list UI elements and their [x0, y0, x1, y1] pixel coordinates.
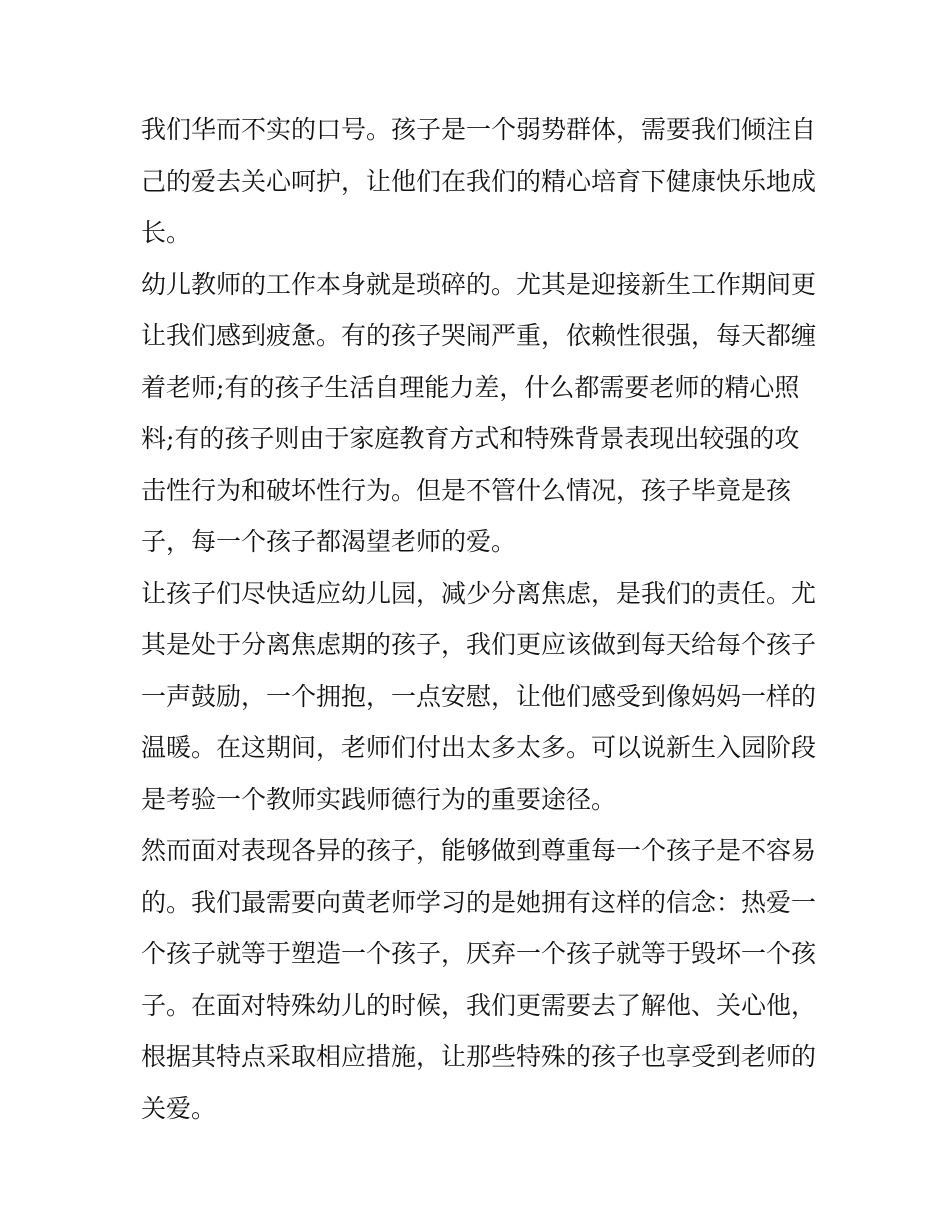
text-line: 一声鼓励，一个拥抱，一点安慰，让他们感受到像妈妈一样的	[141, 681, 817, 711]
text-line: 料;有的孩子则由于家庭教育方式和特殊背景表现出较强的攻	[141, 424, 800, 453]
text-line: 子。在面对特殊幼儿的时候，我们更需要去了解他、关心他，	[141, 990, 817, 1020]
text-line: 是考验一个教师实践师德行为的重要途径。	[141, 784, 617, 814]
text-line: 温暖。在这期间，老师们付出太多太多。可以说新生入园阶段	[141, 733, 817, 762]
text-line: 然而面对表现各异的孩子，能够做到尊重每一个孩子是不容易	[141, 836, 817, 865]
text-line: 其是处于分离焦虑期的孩子，我们更应该做到每天给每个孩子	[141, 630, 817, 659]
text-line: 击性行为和破坏性行为。但是不管什么情况，孩子毕竟是孩	[141, 475, 792, 505]
text-line: 根据其特点采取相应措施，让那些特殊的孩子也享受到老师的	[141, 1042, 817, 1071]
text-line: 幼儿教师的工作本身就是琐碎的。尤其是迎接新生工作期间更	[141, 269, 817, 299]
text-line: 让我们感到疲惫。有的孩子哭闹严重，依赖性很强，每天都缠	[141, 321, 817, 350]
text-line: 子，每一个孩子都渴望老师的爱。	[141, 527, 517, 556]
body-text	[141, 104, 817, 1134]
text-line: 长。	[141, 218, 192, 247]
text-line: 的。我们最需要向黄老师学习的是她拥有这样的信念：热爱一	[141, 887, 817, 917]
text-line: 着老师;有的孩子生活自理能力差，什么都需要老师的精心照	[141, 372, 800, 402]
text-line: 个孩子就等于塑造一个孩子，厌弃一个孩子就等于毁坏一个孩	[141, 939, 817, 968]
text-line: 己的爱去关心呵护，让他们在我们的精心培育下健康快乐地成	[141, 166, 817, 196]
text-line: 关爱。	[141, 1093, 217, 1123]
text-line: 我们华而不实的口号。孩子是一个弱势群体，需要我们倾注自	[141, 115, 817, 144]
text-line: 让孩子们尽快适应幼儿园，减少分离焦虑，是我们的责任。尤	[141, 578, 817, 608]
